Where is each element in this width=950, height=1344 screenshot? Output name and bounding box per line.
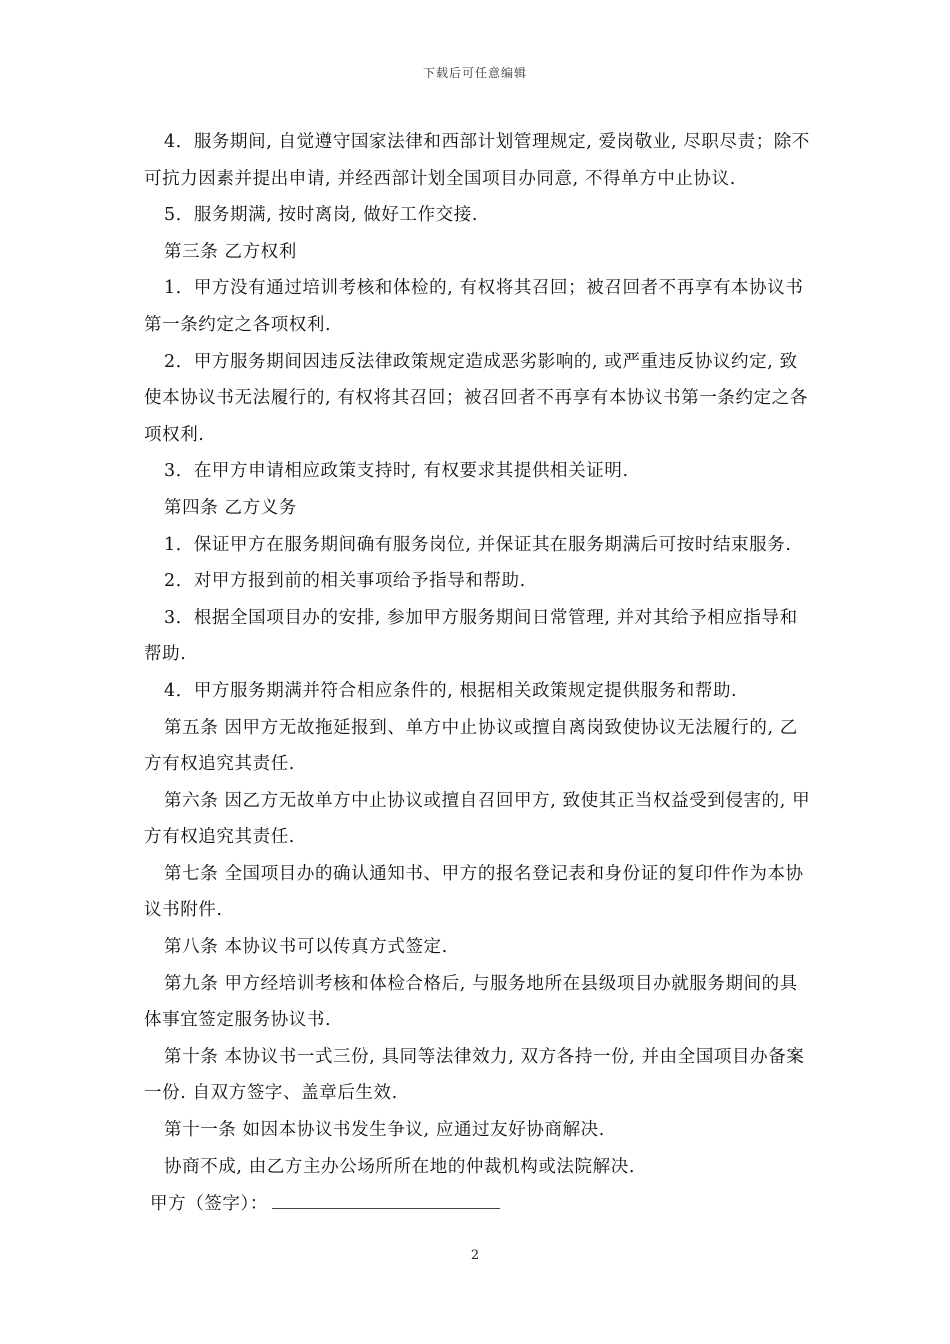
article-4-heading: 第四条 乙方义务 <box>164 497 297 518</box>
signature-line-party-a <box>150 1190 500 1215</box>
article-4-item-2: 2．对甲方报到前的相关事项给予指导和帮助. <box>164 571 526 592</box>
page-number: 2 <box>470 1248 480 1263</box>
article-11: 第十一条 如因本协议书发生争议, 应通过友好协商解决. <box>164 1120 605 1141</box>
article-3-item-3: 3．在甲方申请相应政策支持时, 有权要求其提供相关证明. <box>164 461 629 482</box>
article-4-item-3: 3．根据全国项目办的安排, 参加甲方服务期间日常管理, 并对其给予相应指导和帮助. <box>144 607 798 665</box>
signature-label: 甲方（签字）： <box>150 1194 268 1214</box>
article-10: 第十条 本协议书一式三份, 具同等法律效力, 双方各持一份, 并由全国项目办备案一份. 自双方签字、盖章后生效. <box>144 1046 805 1104</box>
clause-item-4: 4．服务期间, 自觉遵守国家法律和西部计划管理规定, 爱岗敬业, 尽职尽责；除不可抗力因素并提出申请, 并经西部计划全国项目办同意, 不得单方中止协议. <box>144 132 811 189</box>
article-6: 第六条 因乙方无故单方中止协议或擅自召回甲方, 致使其正当权益受到侵害的, 甲方有权追究其责任. <box>144 790 811 848</box>
article-7: 第七条 全国项目办的确认通知书、甲方的报名登记表和身份证的复印件作为本协议书附件. <box>144 863 804 921</box>
article-9: 第九条 甲方经培训考核和体检合格后, 与服务地所在县级项目办就服务期间的具体事宜签定服务协议书. <box>144 973 798 1031</box>
article-5: 第五条 因甲方无故拖延报到、单方中止协议或擅自离岗致使协议无法履行的, 乙方有权追究其责任. <box>144 717 798 775</box>
article-4-item-1: 1．保证甲方在服务期间确有服务岗位, 并保证其在服务期满后可按时结束服务. <box>164 534 792 555</box>
clause-item-5: 5．服务期满, 按时离岗, 做好工作交接. <box>164 205 479 226</box>
signature-blank <box>272 1194 500 1209</box>
article-3-item-1: 1．甲方没有通过培训考核和体检的, 有权将其召回；被召回者不再享有本协议书第一条约定之各项权利. <box>144 278 804 335</box>
article-4-item-4: 4．甲方服务期满并符合相应条件的, 根据相关政策规定提供服务和帮助. <box>164 680 738 701</box>
document-body <box>144 124 812 1185</box>
article-3-heading: 第三条 乙方权利 <box>164 241 297 262</box>
article-8: 第八条 本协议书可以传真方式签定. <box>164 937 448 958</box>
article-11-continuation: 协商不成, 由乙方主办公场所所在地的仲裁机构或法院解决. <box>164 1156 635 1177</box>
article-3-item-2: 2．甲方服务期间因违反法律政策规定造成恶劣影响的, 或严重违反协议约定, 致使本协议书无法履行的, 有权将其召回；被召回者不再享有本协议书第一条约定之各项权利. <box>144 351 808 445</box>
page-header: 下载后可任意编辑 <box>422 66 527 80</box>
